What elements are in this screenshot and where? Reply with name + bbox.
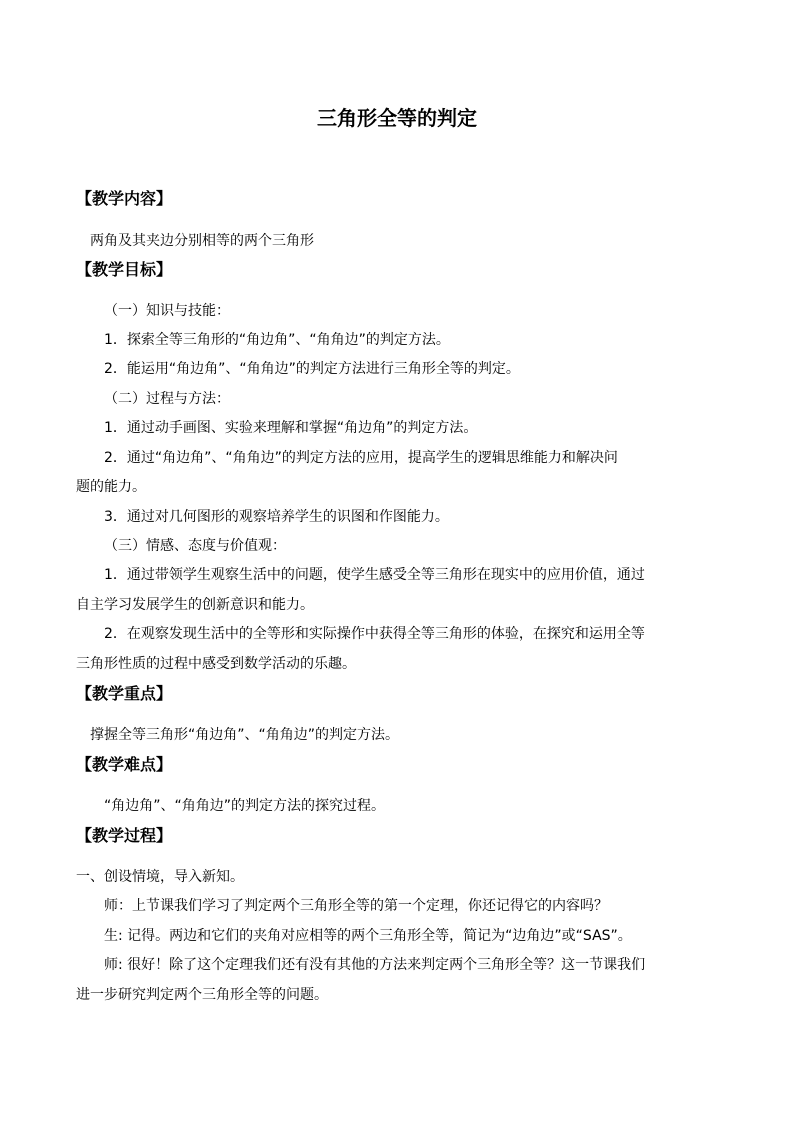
process-teacher-2-line-2: 进一步研究判定两个三角形全等的问题。	[76, 987, 328, 1003]
heading-teaching-content: 【教学内容】	[76, 189, 173, 208]
process-teacher-2-line-1: 师: 很好！除了这个定理我们还有没有其他的方法来判定两个三角形全等？这一节课我们	[104, 957, 646, 973]
objective-emotion-1-line-2: 自主学习发展学生的创新意识和能力。	[76, 597, 314, 613]
objective-process-1: 1．通过动手画图、实验来理解和掌握“角边角”的判定方法。	[104, 420, 478, 436]
key-points-text: 撑握全等三角形“角边角”、“角角边”的判定方法。	[90, 727, 400, 743]
objective-emotion-2-line-2: 三角形性质的过程中感受到数学活动的乐趣。	[76, 656, 356, 672]
heading-key-points: 【教学重点】	[76, 684, 173, 703]
teaching-content-text: 两角及其夹边分别相等的两个三角形	[90, 233, 314, 249]
objective-process-2-line-2: 题的能力。	[76, 479, 146, 495]
document-title: 三角形全等的判定	[317, 106, 477, 130]
heading-teaching-objectives: 【教学目标】	[76, 260, 173, 279]
objective-process-2-line-1: 2．通过“角边角”、“角角边”的判定方法的应用，提高学生的逻辑思维能力和解决问	[104, 450, 618, 466]
objective-emotion-1-line-1: 1．通过带领学生观察生活中的问题，使学生感受全等三角形在现实中的应用价值，通过	[104, 567, 645, 583]
objective-emotion-label: （三）情感、态度与价值观：	[104, 538, 286, 554]
objective-process-label: （二）过程与方法：	[104, 391, 230, 407]
objective-knowledge-2: 2．能运用“角边角”、“角角边”的判定方法进行三角形全等的判定。	[104, 361, 520, 377]
process-student-1: 生: 记得。两边和它们的夹角对应相等的两个三角形全等，简记为“边角边”或“SAS”。	[104, 928, 632, 944]
objective-process-3: 3．通过对几何图形的观察培养学生的识图和作图能力。	[104, 509, 449, 525]
heading-difficulties: 【教学难点】	[76, 755, 173, 774]
difficulties-text: “角边角”、“角角边”的判定方法的探究过程。	[104, 798, 386, 814]
objective-emotion-2-line-1: 2．在观察发现生活中的全等形和实际操作中获得全等三角形的体验，在探究和运用全等	[104, 626, 645, 642]
process-step-1: 一、创设情境，导入新知。	[76, 869, 244, 885]
process-teacher-1: 师：上节课我们学习了判定两个三角形全等的第一个定理，你还记得它的内容吗？	[104, 898, 608, 914]
objective-knowledge-1: 1．探索全等三角形的“角边角”、“角角边”的判定方法。	[104, 332, 450, 348]
heading-teaching-process: 【教学过程】	[76, 826, 173, 845]
objective-knowledge-label: （一）知识与技能：	[104, 303, 230, 319]
